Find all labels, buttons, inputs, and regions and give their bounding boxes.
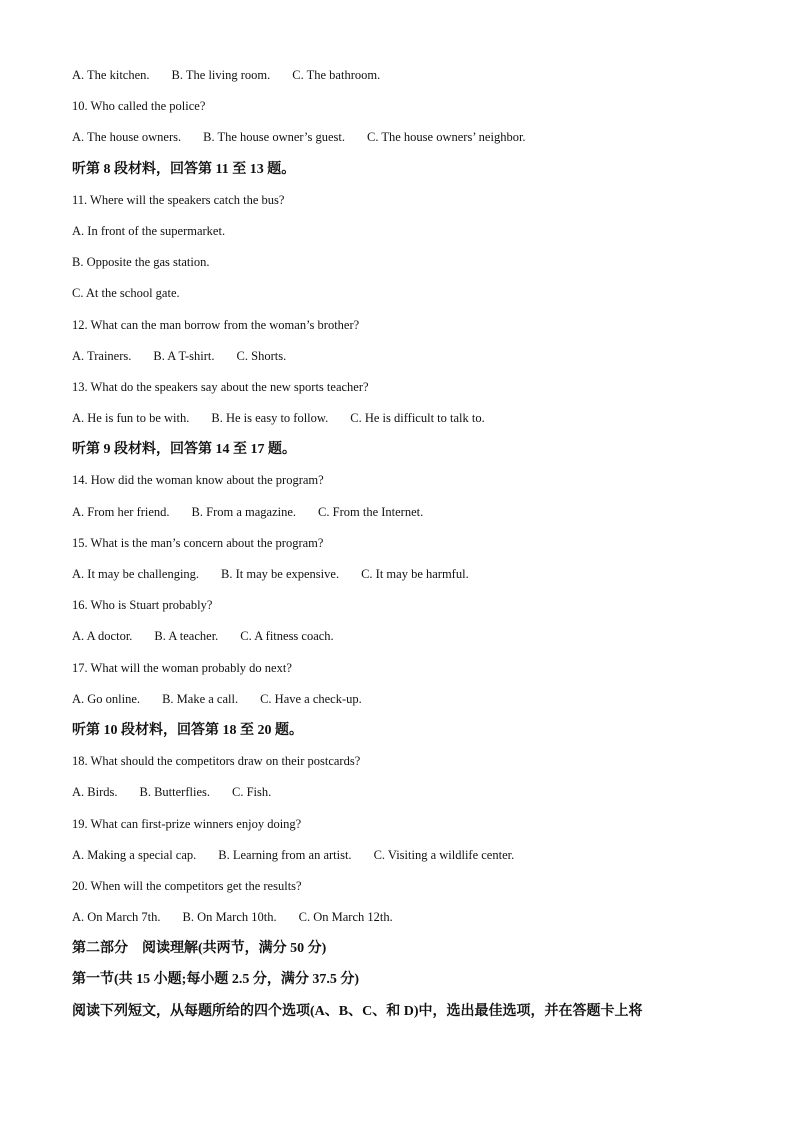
answer-options-row [72,777,734,808]
question-text: 16. Who is Stuart probably? [72,598,213,613]
answer-option: C. From the Internet. [318,504,424,519]
answer-option: B. He is easy to follow. [211,411,329,426]
answer-option: A. It may be challenging. [72,567,200,581]
question-text: 18. What should the competitors draw on their postcards? [72,754,361,769]
section-heading: 听第 10 段材料，回答第 18 至 20 题。 [72,722,303,738]
answer-option: A. Birds. [72,785,118,800]
answer-option: A. The house owners. [72,130,182,145]
question-text: 20. When will the competitors get the results? [72,878,302,893]
section-heading: 第二部分 阅读理解(共两节，满分 50 分) [72,941,327,957]
question-text: 14. How did the woman know about the program? [72,473,324,488]
answer-option: C. It may be harmful. [361,567,469,581]
answer-option: A. On March 7th. [72,910,161,925]
answer-option: A. Trainers. [72,348,132,363]
answer-option: C. The house owners’ neighbor. [367,130,526,145]
section-heading: 第一节(共 15 小题;每小题 2.5 分，满分 37.5 分) [72,972,359,988]
answer-options-row [72,840,734,871]
answer-options-row [72,684,734,715]
answer-option: A. The kitchen. [72,68,150,82]
answer-option: B. A T-shirt. [153,348,215,363]
answer-option: C. A fitness coach. [240,629,334,644]
answer-option: B. It may be expensive. [221,567,340,581]
answer-option: C. Have a check-up. [260,691,362,706]
question-text: 10. Who called the police? [72,99,206,114]
answer-option: B. The living room. [171,68,271,82]
answer-options-row [72,60,734,91]
answer-option: B. From a magazine. [191,504,297,519]
question-text: 12. What can the man borrow from the woman’s brother? [72,317,360,332]
question-text: 19. What can first-prize winners enjoy doing? [72,816,302,831]
question-text: 13. What do the speakers say about the new sports teacher? [72,379,369,394]
answer-option: B. Butterflies. [139,785,210,800]
answer-option: C. Visiting a wildlife center. [373,847,515,862]
answer-option: C. He is difficult to talk to. [350,411,485,426]
answer-options-row [72,122,734,153]
answer-option: C. Fish. [231,785,272,800]
answer-options-row [72,902,734,933]
section-heading: 听第 8 段材料，回答第 11 至 13 题。 [72,161,296,177]
answer-options-row [72,403,734,434]
question-text: A. In front of the supermarket. [72,223,226,238]
answer-option: B. Learning from an artist. [218,847,352,862]
answer-option: A. From her friend. [72,504,170,519]
answer-option: B. The house owner’s guest. [203,130,346,145]
answer-options-row [72,621,734,652]
section-heading: 阅读下列短文，从每题所给的四个选项(A、B、C、和 D)中，选出最佳选项，并在答题卡上将 [72,1003,643,1019]
answer-option: A. Making a special cap. [72,847,197,862]
document-page [72,60,734,1027]
question-text: 11. Where will the speakers catch the bus? [72,192,285,207]
answer-option: C. The bathroom. [292,68,381,82]
answer-option: C. On March 12th. [298,910,393,925]
question-text: 17. What will the woman probably do next? [72,660,292,675]
answer-options-row [72,559,734,590]
answer-option: B. Make a call. [162,691,239,706]
answer-option: A. A doctor. [72,629,133,644]
answer-options-row [72,497,734,528]
answer-option: B. On March 10th. [182,910,277,925]
question-text: B. Opposite the gas station. [72,255,210,270]
section-heading: 听第 9 段材料，回答第 14 至 17 题。 [72,442,296,458]
question-text: C. At the school gate. [72,286,180,301]
answer-option: B. A teacher. [154,629,219,644]
question-text: 15. What is the man’s concern about the program? [72,535,324,550]
answer-option: A. He is fun to be with. [72,411,190,426]
answer-option: A. Go online. [72,691,141,706]
answer-options-row [72,341,734,372]
answer-option: C. Shorts. [236,348,287,363]
